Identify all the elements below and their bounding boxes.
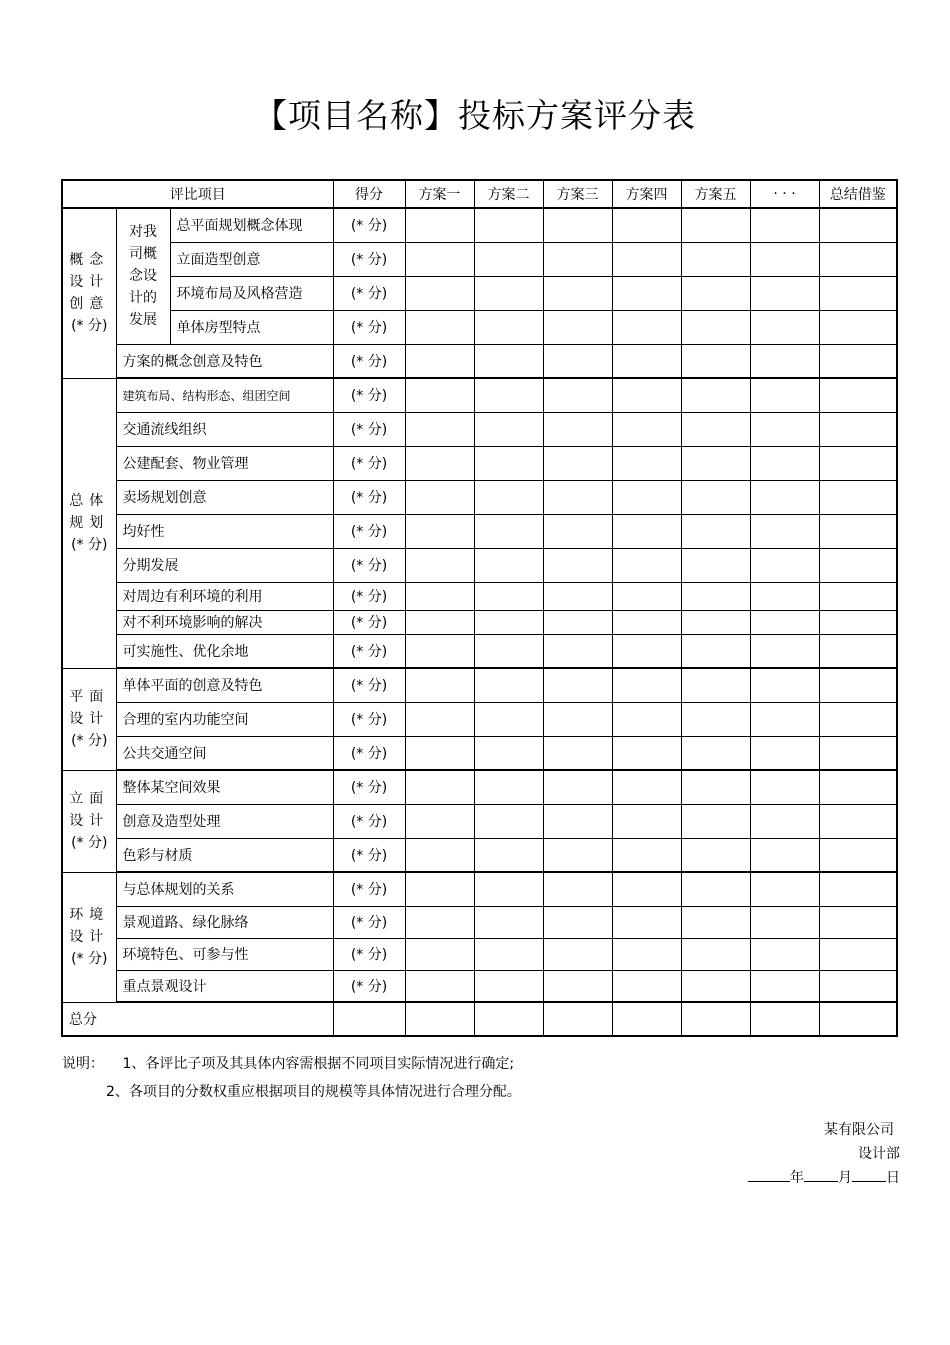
table-row xyxy=(62,514,897,548)
plan-score-cell[interactable] xyxy=(474,378,543,412)
category-label: 平面设计 xyxy=(69,689,110,727)
item-label: 单体房型特点 xyxy=(170,310,333,344)
plan-score-cell[interactable] xyxy=(681,378,750,412)
day-blank[interactable] xyxy=(852,1167,886,1182)
score-placeholder: (* 分) xyxy=(333,378,405,412)
header-plan-2: 方案二 xyxy=(474,180,543,208)
note-line-1 xyxy=(62,1050,521,1078)
plan-score-cell[interactable] xyxy=(474,634,543,668)
item-label: 方案的概念创意及特色 xyxy=(116,344,333,378)
summary-cell[interactable] xyxy=(819,480,897,514)
item-label: 交通流线组织 xyxy=(116,412,333,446)
signature-block xyxy=(748,1118,900,1190)
plan-score-cell[interactable] xyxy=(405,906,474,938)
plan-score-cell[interactable] xyxy=(750,906,819,938)
score-placeholder: (* 分) xyxy=(333,906,405,938)
plan-score-cell[interactable] xyxy=(405,310,474,344)
item-label: 景观道路、绿化脉络 xyxy=(116,906,333,938)
table-row xyxy=(62,378,897,412)
day-label: 日 xyxy=(886,1170,900,1186)
score-placeholder: (* 分) xyxy=(333,446,405,480)
plan-score-cell[interactable] xyxy=(750,514,819,548)
year-blank[interactable] xyxy=(748,1167,790,1182)
table-row xyxy=(62,276,897,310)
plan-score-cell[interactable] xyxy=(405,668,474,702)
summary-cell[interactable] xyxy=(819,344,897,378)
summary-cell[interactable] xyxy=(819,970,897,1002)
summary-cell[interactable] xyxy=(819,548,897,582)
plan-score-cell[interactable] xyxy=(750,548,819,582)
plan-score-cell[interactable] xyxy=(681,310,750,344)
plan-score-cell[interactable] xyxy=(750,242,819,276)
plan-score-cell[interactable] xyxy=(681,582,750,610)
summary-cell[interactable] xyxy=(819,668,897,702)
plan-score-cell[interactable] xyxy=(750,412,819,446)
item-label: 公共交通空间 xyxy=(116,736,333,770)
plan-score-cell[interactable] xyxy=(543,582,612,610)
plan-total-cell[interactable] xyxy=(750,1002,819,1036)
page-title: 【项目名称】投标方案评分表 xyxy=(254,96,696,135)
plan-score-cell[interactable] xyxy=(750,582,819,610)
notes xyxy=(62,1050,521,1106)
note-line-2 xyxy=(62,1078,521,1106)
summary-cell[interactable] xyxy=(819,906,897,938)
plan-score-cell[interactable] xyxy=(543,702,612,736)
header-item: 评比项目 xyxy=(62,180,333,208)
plan-score-cell[interactable] xyxy=(543,548,612,582)
plan-score-cell[interactable] xyxy=(750,970,819,1002)
plan-score-cell[interactable] xyxy=(681,906,750,938)
plan-score-cell[interactable] xyxy=(543,736,612,770)
table-row xyxy=(62,736,897,770)
plan-total-cell[interactable] xyxy=(543,1002,612,1036)
plan-score-cell[interactable] xyxy=(681,770,750,804)
header-plan-3: 方案三 xyxy=(543,180,612,208)
plan-score-cell[interactable] xyxy=(681,668,750,702)
table-row xyxy=(62,938,897,970)
plan-score-cell[interactable] xyxy=(612,970,681,1002)
table-row xyxy=(62,412,897,446)
plan-score-cell[interactable] xyxy=(612,668,681,702)
plan-score-cell[interactable] xyxy=(543,770,612,804)
plan-total-cell[interactable] xyxy=(681,1002,750,1036)
plan-score-cell[interactable] xyxy=(543,634,612,668)
table-row xyxy=(62,872,897,906)
item-label: 环境布局及风格营造 xyxy=(170,276,333,310)
plan-score-cell[interactable] xyxy=(750,838,819,872)
summary-cell[interactable] xyxy=(819,610,897,634)
score-placeholder: (* 分) xyxy=(333,702,405,736)
plan-score-cell[interactable] xyxy=(405,514,474,548)
plan-total-cell[interactable] xyxy=(405,1002,474,1036)
plan-score-cell[interactable] xyxy=(612,412,681,446)
plan-score-cell[interactable] xyxy=(474,276,543,310)
plan-score-cell[interactable] xyxy=(474,906,543,938)
summary-cell[interactable] xyxy=(819,872,897,906)
plan-score-cell[interactable] xyxy=(612,872,681,906)
table-row xyxy=(62,668,897,702)
header-row xyxy=(62,180,897,208)
total-row xyxy=(62,1002,897,1036)
plan-score-cell[interactable] xyxy=(681,970,750,1002)
table-row xyxy=(62,610,897,634)
summary-cell[interactable] xyxy=(819,412,897,446)
plan-score-cell[interactable] xyxy=(405,938,474,970)
plan-score-cell[interactable] xyxy=(543,872,612,906)
plan-score-cell[interactable] xyxy=(750,770,819,804)
plan-score-cell[interactable] xyxy=(681,702,750,736)
plan-score-cell[interactable] xyxy=(612,634,681,668)
plan-score-cell[interactable] xyxy=(474,736,543,770)
item-label: 创意及造型处理 xyxy=(116,804,333,838)
plan-score-cell[interactable] xyxy=(750,634,819,668)
table-row xyxy=(62,770,897,804)
table-row xyxy=(62,310,897,344)
plan-score-cell[interactable] xyxy=(474,446,543,480)
plan-score-cell[interactable] xyxy=(612,938,681,970)
table-row xyxy=(62,582,897,610)
year-label: 年 xyxy=(790,1170,804,1186)
table-row xyxy=(62,634,897,668)
plan-score-cell[interactable] xyxy=(612,702,681,736)
plan-total-cell[interactable] xyxy=(612,1002,681,1036)
category-label: 总体规划 xyxy=(69,493,110,531)
item-label: 合理的室内功能空间 xyxy=(116,702,333,736)
plan-score-cell[interactable] xyxy=(474,208,543,242)
item-label: 立面造型创意 xyxy=(170,242,333,276)
plan-score-cell[interactable] xyxy=(543,938,612,970)
plan-score-cell[interactable] xyxy=(543,446,612,480)
category-unit: (* 分) xyxy=(71,733,108,749)
summary-cell[interactable] xyxy=(819,770,897,804)
score-placeholder: (* 分) xyxy=(333,242,405,276)
plan-score-cell[interactable] xyxy=(474,344,543,378)
score-placeholder: (* 分) xyxy=(333,548,405,582)
plan-score-cell[interactable] xyxy=(681,208,750,242)
plan-score-cell[interactable] xyxy=(474,702,543,736)
score-placeholder: (* 分) xyxy=(333,208,405,242)
plan-score-cell[interactable] xyxy=(474,514,543,548)
score-placeholder: (* 分) xyxy=(333,838,405,872)
category-environment xyxy=(62,872,116,1002)
header-plan-4: 方案四 xyxy=(612,180,681,208)
plan-score-cell[interactable] xyxy=(474,610,543,634)
plan-score-cell[interactable] xyxy=(612,906,681,938)
table-row xyxy=(62,344,897,378)
plan-score-cell[interactable] xyxy=(543,610,612,634)
header-summary: 总结借鉴 xyxy=(819,180,897,208)
summary-cell[interactable] xyxy=(819,514,897,548)
notes-prefix: 说明： xyxy=(62,1056,104,1072)
plan-score-cell[interactable] xyxy=(612,446,681,480)
plan-score-cell[interactable] xyxy=(405,634,474,668)
subgroup-concept xyxy=(116,208,170,344)
plan-score-cell[interactable] xyxy=(543,480,612,514)
plan-score-cell[interactable] xyxy=(405,412,474,446)
plan-score-cell[interactable] xyxy=(405,970,474,1002)
plan-score-cell[interactable] xyxy=(612,514,681,548)
plan-score-cell[interactable] xyxy=(474,310,543,344)
item-label: 分期发展 xyxy=(116,548,333,582)
plan-score-cell[interactable] xyxy=(750,668,819,702)
table-row xyxy=(62,804,897,838)
category-unit: (* 分) xyxy=(71,951,108,967)
plan-score-cell[interactable] xyxy=(405,736,474,770)
plan-score-cell[interactable] xyxy=(681,276,750,310)
plan-score-cell[interactable] xyxy=(543,412,612,446)
header-plan-more: · · · xyxy=(750,180,819,208)
plan-score-cell[interactable] xyxy=(405,582,474,610)
plan-score-cell[interactable] xyxy=(681,938,750,970)
plan-score-cell[interactable] xyxy=(405,548,474,582)
score-placeholder: (* 分) xyxy=(333,480,405,514)
plan-score-cell[interactable] xyxy=(681,872,750,906)
total-score-cell[interactable] xyxy=(333,1002,405,1036)
summary-cell[interactable] xyxy=(819,446,897,480)
item-label: 公建配套、物业管理 xyxy=(116,446,333,480)
plan-score-cell[interactable] xyxy=(681,736,750,770)
plan-score-cell[interactable] xyxy=(681,412,750,446)
table-row xyxy=(62,906,897,938)
plan-score-cell[interactable] xyxy=(543,514,612,548)
note-1: 1、各评比子项及其具体内容需根据不同项目实际情况进行确定; xyxy=(122,1056,515,1072)
plan-score-cell[interactable] xyxy=(681,634,750,668)
score-placeholder: (* 分) xyxy=(333,610,405,634)
plan-score-cell[interactable] xyxy=(750,344,819,378)
plan-score-cell[interactable] xyxy=(612,770,681,804)
plan-score-cell[interactable] xyxy=(612,378,681,412)
plan-score-cell[interactable] xyxy=(612,838,681,872)
score-placeholder: (* 分) xyxy=(333,582,405,610)
plan-score-cell[interactable] xyxy=(612,276,681,310)
plan-score-cell[interactable] xyxy=(681,242,750,276)
table-row xyxy=(62,446,897,480)
score-placeholder: (* 分) xyxy=(333,668,405,702)
plan-score-cell[interactable] xyxy=(612,310,681,344)
plan-score-cell[interactable] xyxy=(750,378,819,412)
score-placeholder: (* 分) xyxy=(333,344,405,378)
plan-score-cell[interactable] xyxy=(405,344,474,378)
plan-score-cell[interactable] xyxy=(750,610,819,634)
plan-score-cell[interactable] xyxy=(543,378,612,412)
category-unit: (* 分) xyxy=(71,537,108,553)
score-table xyxy=(61,179,898,1037)
plan-score-cell[interactable] xyxy=(750,702,819,736)
plan-score-cell[interactable] xyxy=(681,548,750,582)
item-label: 环境特色、可参与性 xyxy=(116,938,333,970)
table-row xyxy=(62,702,897,736)
score-placeholder: (* 分) xyxy=(333,872,405,906)
summary-cell[interactable] xyxy=(819,208,897,242)
category-label: 环境设计 xyxy=(69,907,110,945)
summary-cell[interactable] xyxy=(819,582,897,610)
plan-score-cell[interactable] xyxy=(543,906,612,938)
plan-score-cell[interactable] xyxy=(543,838,612,872)
summary-cell[interactable] xyxy=(819,378,897,412)
category-planning xyxy=(62,378,116,668)
plan-score-cell[interactable] xyxy=(681,480,750,514)
plan-score-cell[interactable] xyxy=(612,548,681,582)
score-placeholder: (* 分) xyxy=(333,804,405,838)
score-placeholder: (* 分) xyxy=(333,514,405,548)
plan-score-cell[interactable] xyxy=(474,938,543,970)
item-label: 单体平面的创意及特色 xyxy=(116,668,333,702)
plan-score-cell[interactable] xyxy=(405,208,474,242)
subgroup-label: 对我司概念设计的发展 xyxy=(129,224,157,329)
item-label: 与总体规划的关系 xyxy=(116,872,333,906)
plan-score-cell[interactable] xyxy=(405,446,474,480)
plan-score-cell[interactable] xyxy=(612,480,681,514)
plan-score-cell[interactable] xyxy=(750,310,819,344)
plan-score-cell[interactable] xyxy=(612,582,681,610)
summary-cell[interactable] xyxy=(819,310,897,344)
plan-score-cell[interactable] xyxy=(474,872,543,906)
plan-score-cell[interactable] xyxy=(612,344,681,378)
summary-cell[interactable] xyxy=(819,736,897,770)
company-name: 某有限公司 xyxy=(824,1122,894,1138)
plan-score-cell[interactable] xyxy=(543,668,612,702)
item-label: 均好性 xyxy=(116,514,333,548)
plan-score-cell[interactable] xyxy=(612,242,681,276)
plan-score-cell[interactable] xyxy=(405,770,474,804)
category-plan xyxy=(62,668,116,770)
plan-total-cell[interactable] xyxy=(474,1002,543,1036)
plan-score-cell[interactable] xyxy=(474,412,543,446)
header-score: 得分 xyxy=(333,180,405,208)
month-blank[interactable] xyxy=(804,1167,838,1182)
total-label: 总分 xyxy=(62,1002,333,1036)
plan-score-cell[interactable] xyxy=(474,838,543,872)
item-label: 对不利环境影响的解决 xyxy=(116,610,333,634)
header-plan-5: 方案五 xyxy=(681,180,750,208)
plan-score-cell[interactable] xyxy=(543,276,612,310)
item-label: 可实施性、优化余地 xyxy=(116,634,333,668)
summary-cell[interactable] xyxy=(819,804,897,838)
category-label: 概念设计创意 xyxy=(69,252,110,313)
plan-score-cell[interactable] xyxy=(474,970,543,1002)
category-label: 立面设计 xyxy=(69,791,110,829)
category-unit: (* 分) xyxy=(71,835,108,851)
item-label: 建筑布局、结构形态、组团空间 xyxy=(116,378,333,412)
plan-score-cell[interactable] xyxy=(612,736,681,770)
plan-score-cell[interactable] xyxy=(681,514,750,548)
item-label: 对周边有利环境的利用 xyxy=(116,582,333,610)
plan-score-cell[interactable] xyxy=(543,804,612,838)
plan-score-cell[interactable] xyxy=(543,970,612,1002)
plan-score-cell[interactable] xyxy=(750,938,819,970)
item-label: 重点景观设计 xyxy=(116,970,333,1002)
summary-cell[interactable] xyxy=(819,634,897,668)
score-placeholder: (* 分) xyxy=(333,276,405,310)
plan-score-cell[interactable] xyxy=(405,378,474,412)
score-placeholder: (* 分) xyxy=(333,970,405,1002)
score-placeholder: (* 分) xyxy=(333,634,405,668)
plan-score-cell[interactable] xyxy=(612,208,681,242)
header-plan-1: 方案一 xyxy=(405,180,474,208)
score-placeholder: (* 分) xyxy=(333,938,405,970)
plan-score-cell[interactable] xyxy=(405,872,474,906)
plan-score-cell[interactable] xyxy=(474,668,543,702)
plan-score-cell[interactable] xyxy=(543,344,612,378)
summary-cell[interactable] xyxy=(819,838,897,872)
score-placeholder: (* 分) xyxy=(333,736,405,770)
plan-score-cell[interactable] xyxy=(474,804,543,838)
note-2: 2、各项目的分数权重应根据项目的规模等具体情况进行合理分配。 xyxy=(106,1084,521,1100)
category-elevation xyxy=(62,770,116,872)
table-row xyxy=(62,480,897,514)
item-label: 总平面规划概念体现 xyxy=(170,208,333,242)
department-name: 设计部 xyxy=(858,1146,900,1162)
plan-score-cell[interactable] xyxy=(750,446,819,480)
plan-score-cell[interactable] xyxy=(612,804,681,838)
plan-score-cell[interactable] xyxy=(405,838,474,872)
plan-score-cell[interactable] xyxy=(474,548,543,582)
plan-score-cell[interactable] xyxy=(543,242,612,276)
plan-score-cell[interactable] xyxy=(405,610,474,634)
table-row xyxy=(62,208,897,242)
plan-score-cell[interactable] xyxy=(474,770,543,804)
plan-score-cell[interactable] xyxy=(681,446,750,480)
plan-score-cell[interactable] xyxy=(750,872,819,906)
score-placeholder: (* 分) xyxy=(333,310,405,344)
plan-score-cell[interactable] xyxy=(543,208,612,242)
plan-score-cell[interactable] xyxy=(750,480,819,514)
plan-score-cell[interactable] xyxy=(474,480,543,514)
plan-score-cell[interactable] xyxy=(405,804,474,838)
table-row xyxy=(62,970,897,1002)
table-row xyxy=(62,838,897,872)
summary-cell[interactable] xyxy=(819,276,897,310)
plan-score-cell[interactable] xyxy=(681,838,750,872)
plan-score-cell[interactable] xyxy=(681,610,750,634)
plan-score-cell[interactable] xyxy=(750,736,819,770)
plan-score-cell[interactable] xyxy=(405,702,474,736)
plan-score-cell[interactable] xyxy=(750,276,819,310)
plan-score-cell[interactable] xyxy=(405,276,474,310)
item-label: 整体某空间效果 xyxy=(116,770,333,804)
category-unit: (* 分) xyxy=(71,318,108,335)
date-line xyxy=(748,1166,900,1190)
plan-score-cell[interactable] xyxy=(750,804,819,838)
summary-total-cell[interactable] xyxy=(819,1002,897,1036)
table-row xyxy=(62,242,897,276)
category-concept xyxy=(62,208,116,378)
plan-score-cell[interactable] xyxy=(474,242,543,276)
plan-score-cell[interactable] xyxy=(681,804,750,838)
item-label: 色彩与材质 xyxy=(116,838,333,872)
plan-score-cell[interactable] xyxy=(681,344,750,378)
summary-cell[interactable] xyxy=(819,242,897,276)
month-label: 月 xyxy=(838,1170,852,1186)
plan-score-cell[interactable] xyxy=(543,310,612,344)
plan-score-cell[interactable] xyxy=(612,610,681,634)
summary-cell[interactable] xyxy=(819,702,897,736)
plan-score-cell[interactable] xyxy=(405,480,474,514)
plan-score-cell[interactable] xyxy=(405,242,474,276)
item-label: 卖场规划创意 xyxy=(116,480,333,514)
plan-score-cell[interactable] xyxy=(474,582,543,610)
plan-score-cell[interactable] xyxy=(750,208,819,242)
score-placeholder: (* 分) xyxy=(333,770,405,804)
summary-cell[interactable] xyxy=(819,938,897,970)
table-row xyxy=(62,548,897,582)
score-placeholder: (* 分) xyxy=(333,412,405,446)
